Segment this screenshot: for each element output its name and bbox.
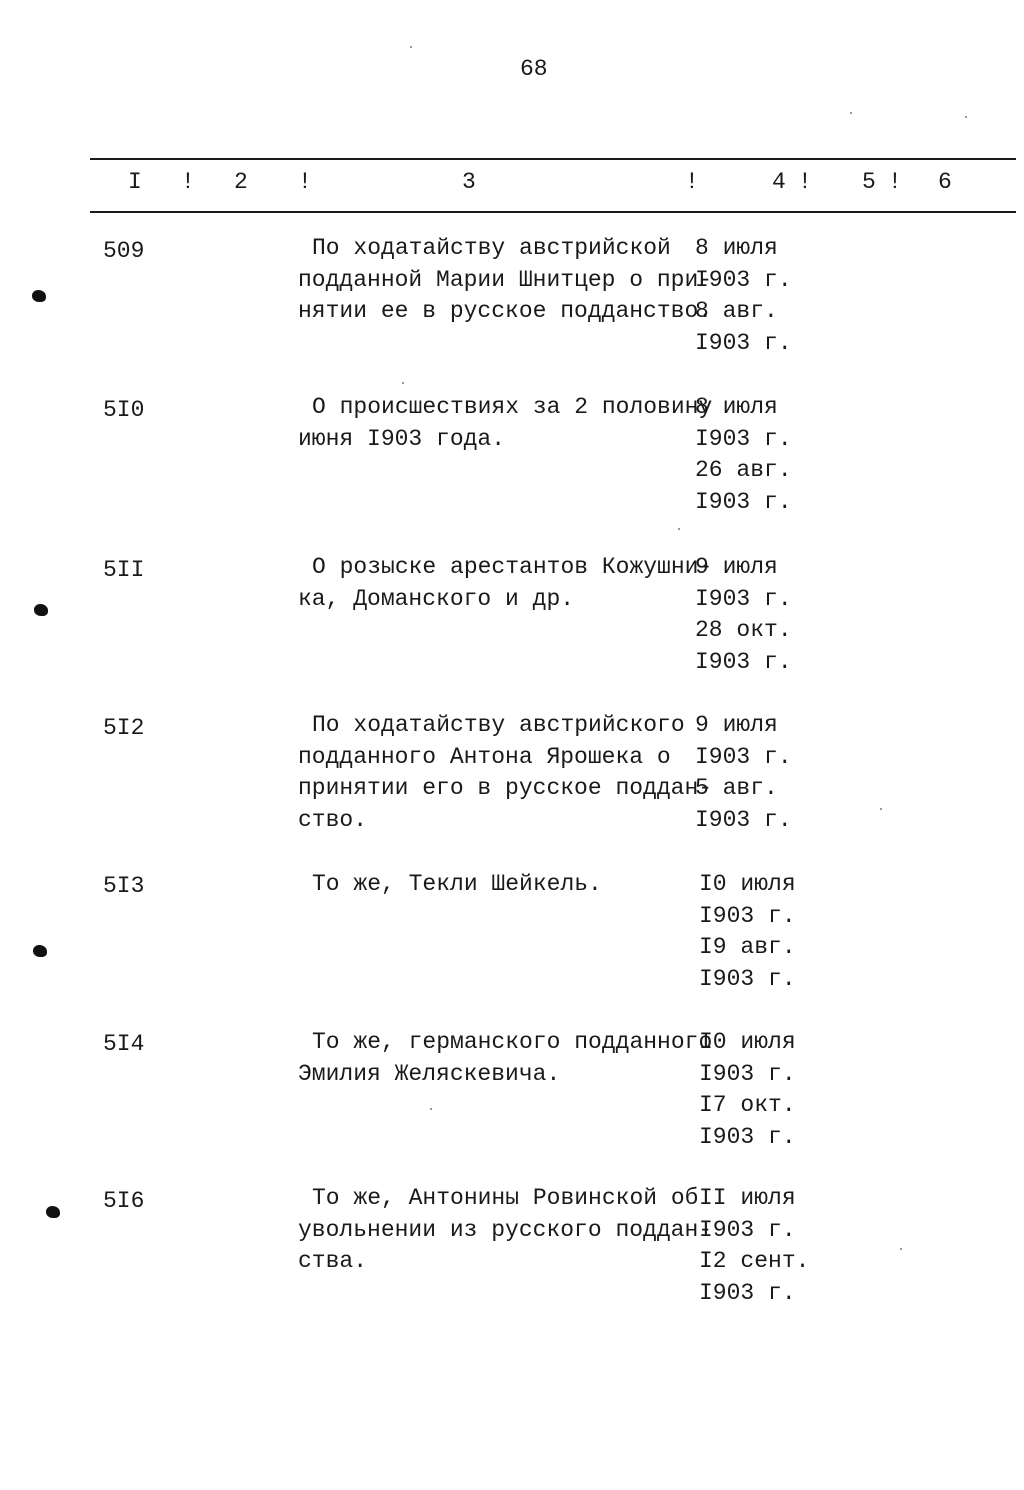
header-separator: !	[685, 169, 699, 195]
date-start: 9 июля	[695, 554, 778, 580]
description-line: подданного Антона Ярошека о	[298, 743, 671, 770]
header-col-3: 3	[462, 169, 476, 195]
punch-hole-icon	[34, 604, 48, 616]
date-start-year: I903 г.	[699, 1060, 796, 1087]
punch-hole-icon	[33, 945, 47, 957]
header-col-6: 6	[938, 169, 952, 195]
description-line: То же, Антонины Ровинской об	[312, 1185, 699, 1211]
date-start-year: I903 г.	[695, 266, 792, 293]
header-separator: !	[181, 169, 195, 195]
date-start: 9 июля	[695, 712, 778, 738]
header-separator: !	[298, 169, 312, 195]
description-line: ка, Доманского и др.	[298, 585, 575, 612]
row-number: 5I4	[103, 1031, 145, 1057]
row-number: 5I2	[103, 715, 145, 741]
table-header-rule	[90, 211, 1016, 213]
date-end: I9 авг.	[699, 934, 796, 960]
description-line: О розыске арестантов Кожушни-	[312, 554, 713, 580]
description-line: О происшествиях за 2 половину	[312, 394, 713, 420]
row-description	[298, 552, 713, 615]
page-number: 68	[520, 56, 548, 82]
date-end-year: I903 г.	[699, 965, 796, 992]
header-separator: !	[888, 169, 902, 195]
row-dates	[695, 552, 792, 678]
description-line: нятии ее в русское подданство.	[298, 298, 713, 324]
date-end-year: I903 г.	[699, 1123, 796, 1150]
date-start-year: I903 г.	[695, 425, 792, 452]
description-line: принятии его в русское поддан-	[298, 775, 713, 801]
date-end-year: I903 г.	[695, 806, 792, 833]
date-start: II июля	[699, 1185, 796, 1211]
row-dates	[695, 233, 792, 359]
date-end: I7 окт.	[699, 1092, 796, 1118]
row-description	[298, 233, 713, 328]
row-dates	[695, 869, 796, 995]
scan-speck	[402, 382, 404, 384]
description-line: То же, Текли Шейкель.	[312, 871, 602, 897]
description-line: То же, германского подданного	[312, 1029, 713, 1055]
date-start: I0 июля	[699, 1029, 796, 1055]
row-number: 5I6	[103, 1188, 145, 1214]
date-end: 26 авг.	[695, 457, 792, 483]
row-description	[298, 392, 713, 455]
row-dates	[695, 1027, 796, 1153]
header-col-1: I	[128, 169, 142, 195]
row-description	[298, 1183, 713, 1278]
header-col-5: 5	[862, 169, 876, 195]
description-line: ство.	[298, 806, 368, 833]
date-start-year: I903 г.	[695, 585, 792, 612]
date-start-year: I903 г.	[699, 1216, 796, 1243]
row-description	[298, 869, 690, 901]
date-end-year: I903 г.	[695, 488, 792, 515]
scan-speck	[678, 528, 680, 530]
date-start-year: I903 г.	[695, 743, 792, 770]
row-description	[298, 1027, 713, 1090]
date-end-year: I903 г.	[695, 648, 792, 675]
date-start: I0 июля	[699, 871, 796, 897]
row-description	[298, 710, 713, 836]
row-dates	[695, 1183, 809, 1309]
date-end: 5 авг.	[695, 775, 778, 801]
description-line: ства.	[298, 1248, 368, 1274]
row-number: 5I3	[103, 873, 145, 899]
scan-speck	[900, 1248, 902, 1250]
scan-speck	[965, 116, 967, 118]
description-line: июня I903 года.	[298, 425, 506, 452]
row-dates	[695, 392, 792, 518]
description-line: увольнении из русского поддан-	[298, 1216, 713, 1243]
date-start: 8 июля	[695, 394, 778, 420]
description-line: подданной Марии Шнитцер о при-	[298, 266, 713, 293]
date-end-year: I903 г.	[695, 329, 792, 356]
date-end-year: I903 г.	[699, 1279, 796, 1306]
scan-speck	[880, 808, 882, 810]
table-top-rule	[90, 158, 1016, 160]
date-start-year: I903 г.	[699, 902, 796, 929]
header-separator: !	[798, 169, 812, 195]
scan-speck	[410, 46, 412, 48]
date-end: I2 сент.	[699, 1248, 810, 1274]
punch-hole-icon	[46, 1206, 60, 1218]
punch-hole-icon	[32, 290, 46, 302]
description-line: По ходатайству австрийской	[312, 235, 671, 261]
row-dates	[695, 710, 792, 836]
header-col-2: 2	[234, 169, 248, 195]
description-line: Эмилия Желяскевича.	[298, 1060, 561, 1087]
header-col-4: 4	[772, 169, 786, 195]
row-number: 509	[103, 238, 145, 264]
row-number: 5I0	[103, 397, 145, 423]
scan-speck	[850, 112, 852, 114]
scan-speck	[430, 1108, 432, 1110]
date-start: 8 июля	[695, 235, 778, 261]
description-line: По ходатайству австрийского	[312, 712, 685, 738]
row-number: 5II	[103, 557, 145, 583]
date-end: 8 авг.	[695, 298, 778, 324]
date-end: 28 окт.	[695, 617, 792, 643]
